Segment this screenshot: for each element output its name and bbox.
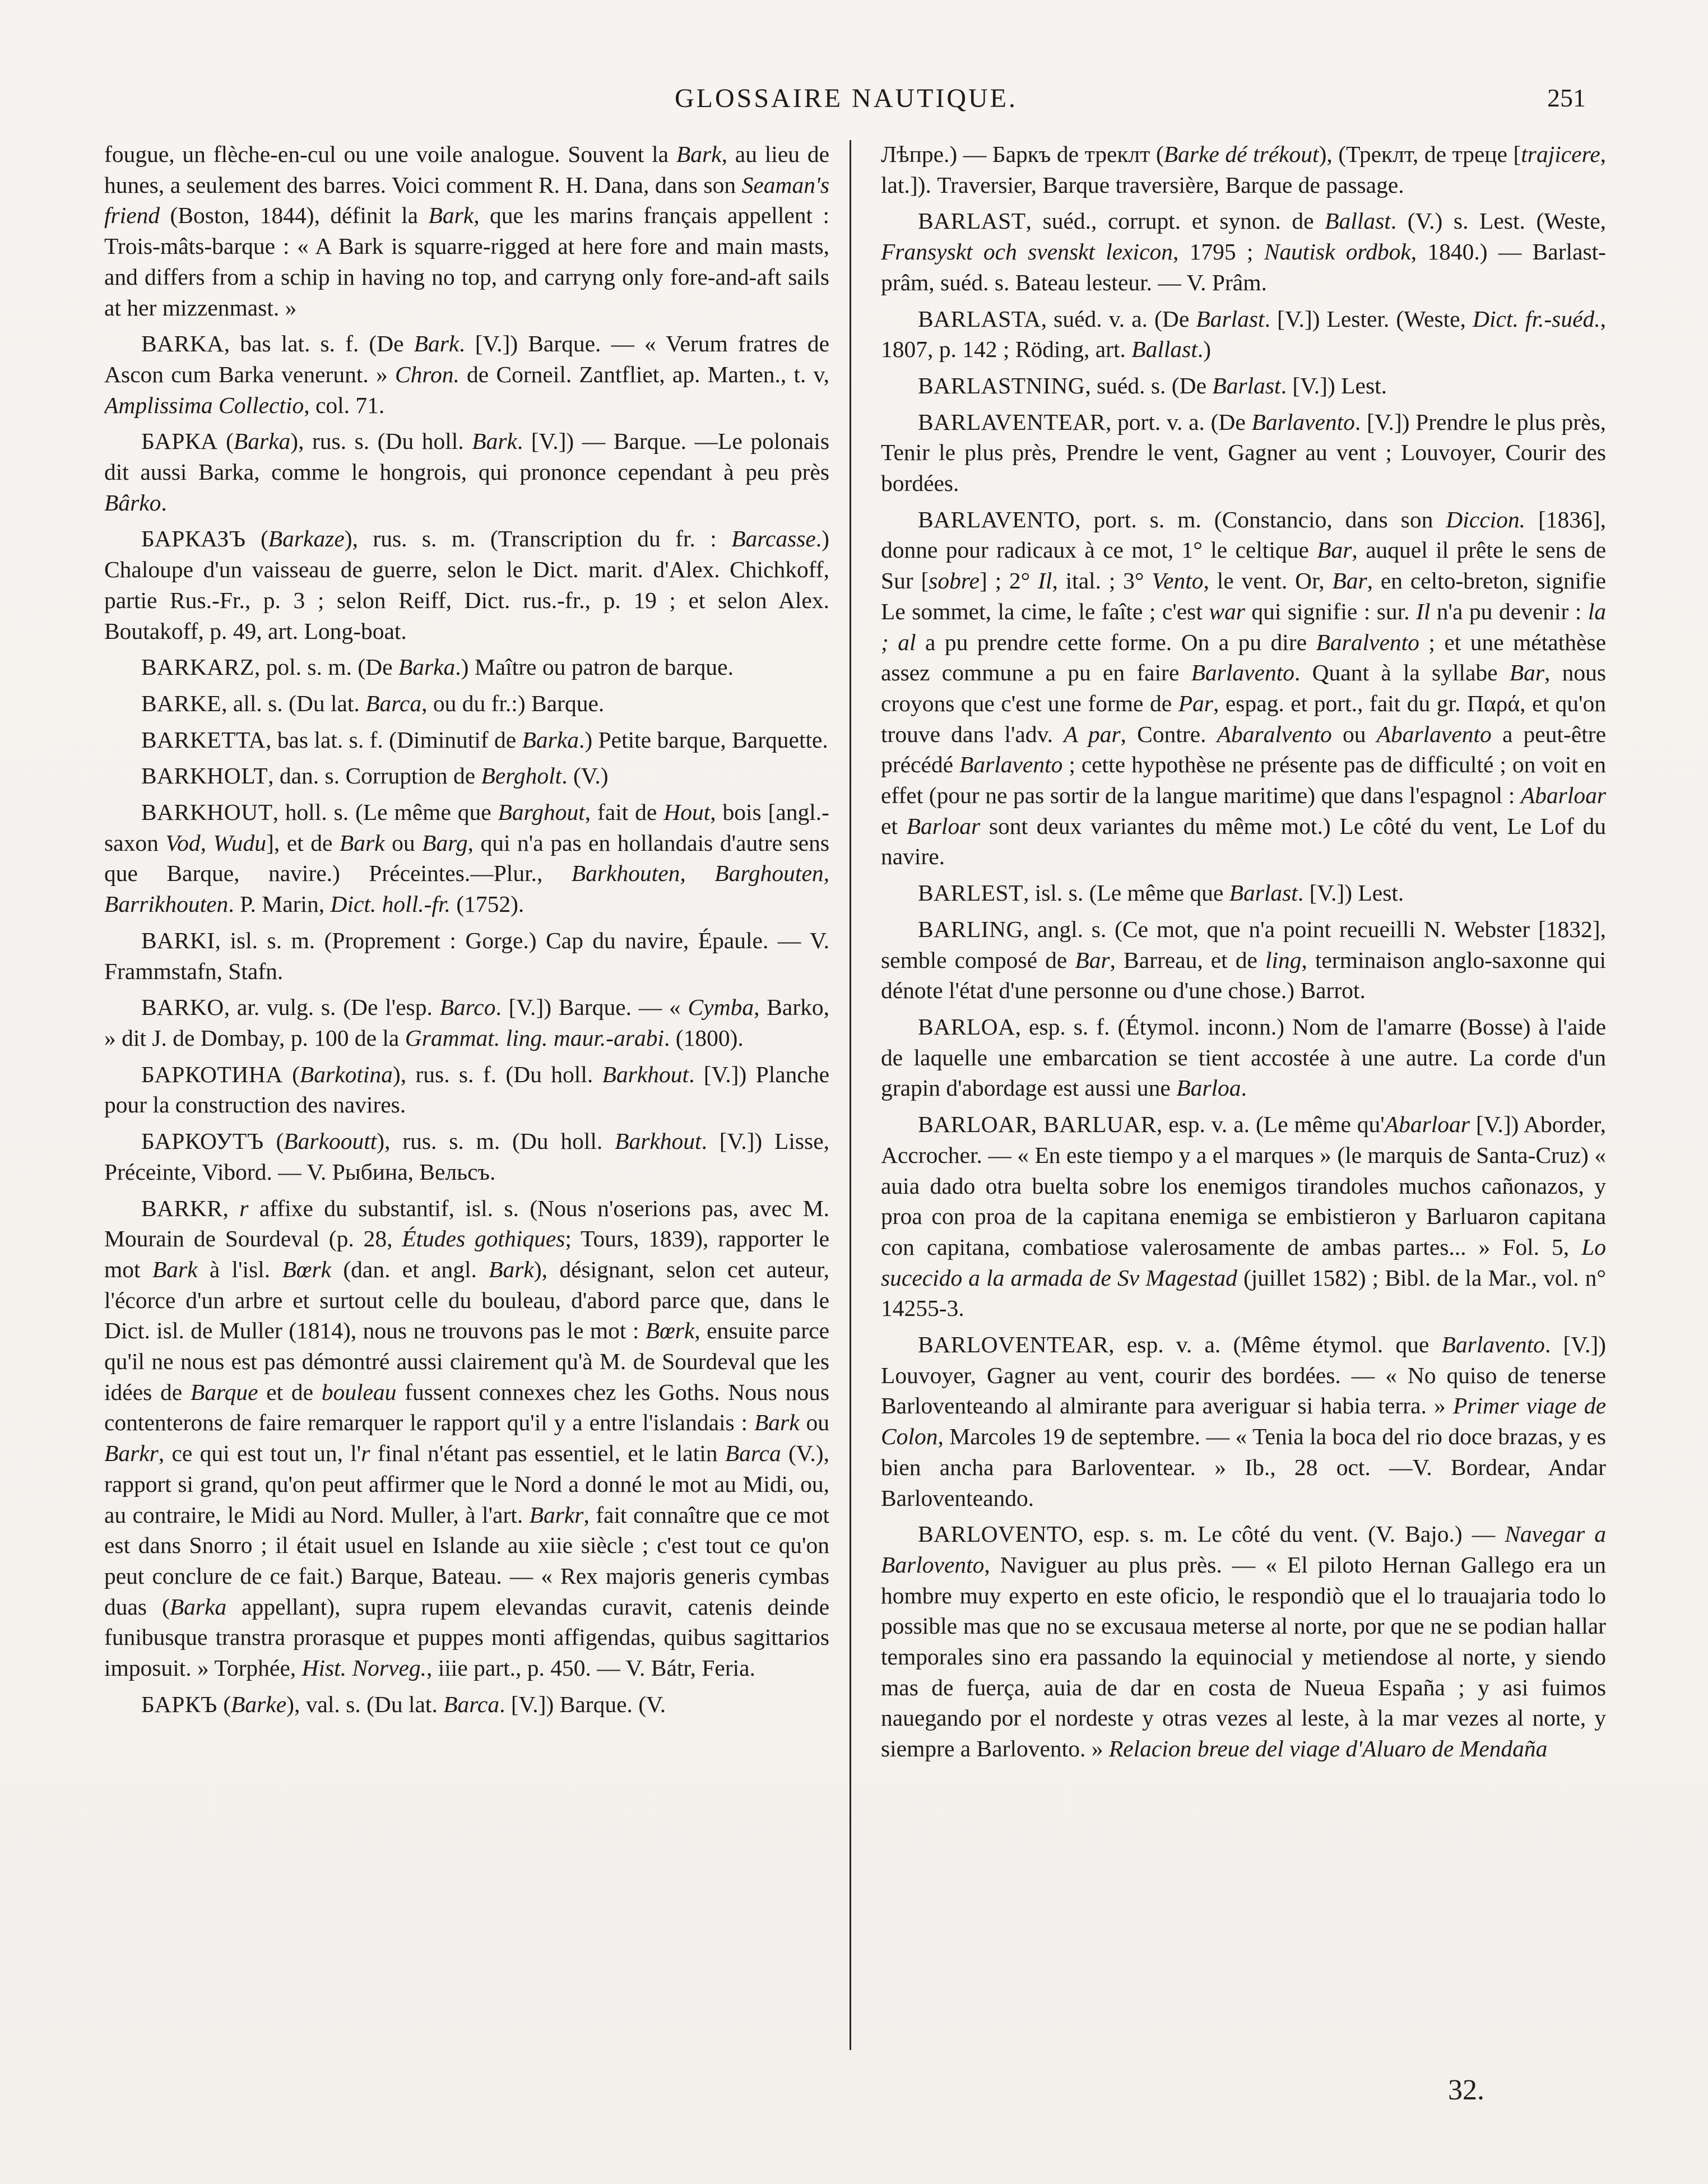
italic-term: Barlavento xyxy=(959,752,1063,778)
dictionary-entry xyxy=(881,878,1606,908)
entry-headword: БАРКА xyxy=(141,428,218,455)
italic-term: Barca xyxy=(725,1440,781,1467)
italic-term: Relacion breue del viage d'Aluaro de Mendaña xyxy=(1108,1736,1548,1762)
entry-text: , port. s. m. (Constancio, dans son xyxy=(1075,506,1446,532)
italic-term: Barke xyxy=(231,1691,287,1717)
entry-text: . [V.]) Lest. xyxy=(1297,880,1404,906)
italic-term: Barca xyxy=(443,1691,500,1717)
italic-term: Barka xyxy=(522,726,579,753)
italic-term: Barka xyxy=(233,428,291,455)
entry-text: ( xyxy=(282,1061,300,1087)
italic-term: Il xyxy=(1416,598,1431,624)
italic-term: sobre xyxy=(929,568,980,594)
entry-text: . [V.]) Lisse, Préceinte, Vibord. — V. Рыбина, Вельсъ. xyxy=(104,1128,829,1185)
dictionary-entry xyxy=(881,914,1606,1006)
entry-text: ou xyxy=(1331,721,1377,747)
entry-text: ; Tours, 1839), rapporter le mot xyxy=(104,1226,829,1282)
entry-text: , isl. s. m. (Proprement : Gorge.) Cap du navire, Épaule. — V. Frammstafn, Stafn. xyxy=(104,927,829,984)
italic-term: Barka xyxy=(169,1593,227,1620)
dictionary-entry xyxy=(104,328,829,420)
entry-text: ), val. s. (Du lat. xyxy=(286,1691,444,1717)
italic-term: Barg xyxy=(422,829,468,856)
italic-term: Barghout xyxy=(498,799,585,826)
entry-text: ), rus. s. m. (Transcription du fr. : xyxy=(344,526,732,552)
italic-term: Vod, Wudu xyxy=(165,829,267,856)
italic-term: Bârko xyxy=(104,489,161,516)
entry-text: ), rus. s. f. (Du holl. xyxy=(392,1061,602,1087)
entry-text: , terminaison anglo-saxonne qui dénote l'état d'une personne ou d'une chose.) Barrot. xyxy=(881,947,1606,1004)
entry-text: , bas lat. s. f. (Diminutif de xyxy=(266,726,522,753)
italic-term: r xyxy=(361,1440,370,1467)
entry-headword: BARKARZ xyxy=(141,654,254,680)
entry-headword: BARLOVENTEAR xyxy=(918,1332,1109,1358)
entry-text: , auquel il prête le sens de Sur [ xyxy=(881,537,1606,594)
entry-text: ] ; 2° xyxy=(979,568,1038,594)
italic-term: war xyxy=(1209,598,1245,624)
entry-text: . (1800). xyxy=(664,1024,744,1051)
entry-text: . xyxy=(1241,1075,1247,1101)
dictionary-entry xyxy=(104,1126,829,1187)
italic-term: Barque xyxy=(190,1379,258,1405)
entry-text: . (V.) s. Lest. (Weste, xyxy=(1390,208,1606,234)
entry-text: , qui n'a pas en hollandais d'autre sens que Barque, navire.) Préceintes.—Plur., xyxy=(104,829,829,887)
italic-term: Barlavento xyxy=(1191,660,1294,686)
italic-term: Hist. Norveg. xyxy=(301,1655,426,1681)
right-column xyxy=(881,139,1606,2044)
entry-text: , isl. s. (Le même que xyxy=(1023,880,1229,906)
entry-text: [1836], donne pour radicaux à ce mot, 1° le celtique xyxy=(881,506,1606,563)
entry-text: et xyxy=(881,813,907,839)
entry-text: , port. v. a. (De xyxy=(1105,409,1252,435)
entry-text: Лѣпре.) — Баркъ de треклт ( xyxy=(881,141,1164,167)
italic-term: Chron. xyxy=(394,361,460,387)
italic-term: Bar xyxy=(1332,568,1367,594)
entry-text: sont deux variantes du même mot.) Le côté du vent, Le Lof du navire. xyxy=(881,813,1606,870)
entry-text: . [V.]) Barque. — « Verum fratres de Ascon cum Barka venerunt. » xyxy=(104,331,829,387)
entry-headword: BARKHOLT xyxy=(141,763,268,789)
italic-term: Barloar xyxy=(906,813,981,839)
left-column xyxy=(104,139,829,2044)
italic-term: trajicere xyxy=(1521,141,1600,167)
dictionary-entry xyxy=(104,761,829,791)
entry-headword: BARKETTA xyxy=(141,726,266,753)
running-head xyxy=(106,78,1586,123)
italic-term: A par xyxy=(1064,721,1121,747)
entry-text: , ensuite parce qu'il ne nous est pas démontré aussi clairement qu'à M. de Sourdeval que les idées de xyxy=(104,1318,829,1405)
entry-text: final n'étant pas essentiel, et le latin xyxy=(370,1440,725,1467)
dictionary-entry xyxy=(104,1193,829,1684)
italic-term: Ballast xyxy=(1131,336,1198,363)
entry-text: , 1807, p. 142 ; Röding, art. xyxy=(881,305,1606,363)
entry-headword: BARKA xyxy=(141,331,224,357)
dictionary-entry xyxy=(881,1329,1606,1513)
entry-text: , dan. s. Corruption de xyxy=(268,763,481,789)
italic-term: Dict. fr.-suéd. xyxy=(1473,305,1600,332)
italic-term: Barca xyxy=(365,690,422,716)
entry-text: , esp. v. a. (Le même qu' xyxy=(1156,1111,1385,1138)
italic-term: Barkooutt xyxy=(284,1128,377,1154)
italic-term: Par xyxy=(1178,690,1213,716)
entry-headword: BARKO xyxy=(141,994,224,1021)
italic-term: Bar xyxy=(1317,537,1352,563)
italic-term: ling xyxy=(1265,947,1302,973)
entry-text: ou xyxy=(384,829,423,856)
entry-text: , bas lat. s. f. (De xyxy=(224,331,414,357)
italic-term: Barlast xyxy=(1229,880,1298,906)
italic-term: Barkr xyxy=(104,1440,159,1467)
entry-text: (juillet 1582) ; Bibl. de la Mar., vol. n° 14255-3. xyxy=(881,1264,1606,1321)
entry-text: . [V.]) — Barque. —Le polonais dit aussi Barka, comme le hongrois, qui prononce cependant à peu près xyxy=(104,428,829,485)
entry-text: . Quant à la syllabe xyxy=(1294,660,1510,686)
dictionary-entry xyxy=(104,1059,829,1120)
entry-headword: BARLASTNING xyxy=(918,372,1085,398)
entry-text: , le vent. Or, xyxy=(1203,568,1333,594)
entry-text: , ital. ; 3° xyxy=(1052,568,1152,594)
entry-text: . [V.]) Lester. (Weste, xyxy=(1264,305,1473,332)
entry-text: , ce qui est tout un, l' xyxy=(158,1440,361,1467)
italic-term: Bark xyxy=(472,428,517,455)
entry-text: ; et une métathèse assez commune a pu en faire xyxy=(881,629,1606,686)
entry-text: [V.]) Aborder, Accrocher. — « En este tiempo y a el marques » (le marquis de Santa-Cruz) « auia dado otra buelta sobre los enemigos tirandoles muchos cañonazos, y proa con proa de la capitana enemiga se embistieron y Barluaron capitana con capitana, combatiose valerosamente de ambas partes... » Fol. 5, xyxy=(881,1111,1606,1260)
italic-term: Barloa xyxy=(1176,1075,1241,1101)
dictionary-entry xyxy=(881,139,1606,200)
entry-text: , holl. s. (Le même que xyxy=(272,799,498,826)
entry-text: , xyxy=(222,1195,240,1221)
entry-text: ; cette hypothèse ne présente pas de difficulté ; on voit en effet (pour ne pas sortir de la langue maritime) que dans l'espagnol : xyxy=(881,752,1606,809)
entry-text: (1752). xyxy=(450,891,525,917)
entry-text: , suéd. v. a. (De xyxy=(1041,305,1196,332)
entry-text: ], et de xyxy=(266,829,340,856)
entry-text: qui signifie : sur. xyxy=(1245,598,1416,624)
entry-text: à l'isl. xyxy=(197,1256,282,1282)
entry-text: , fait de xyxy=(584,799,664,826)
entry-text: .) Maître ou patron de barque. xyxy=(455,654,734,680)
entry-headword: БАРКАЗЪ xyxy=(141,526,246,552)
page-title: GLOSSAIRE NAUTIQUE. xyxy=(675,84,1018,113)
italic-term: Seaman's friend xyxy=(104,171,829,229)
entry-text: , suéd., corrupt. et synon. de xyxy=(1025,208,1325,234)
italic-term: Abarloar xyxy=(1384,1111,1470,1138)
entry-text: ( xyxy=(217,428,234,455)
dictionary-entry xyxy=(881,504,1606,872)
entry-text: a pu prendre cette forme. On a pu dire xyxy=(916,629,1316,655)
dictionary-entry xyxy=(881,1109,1606,1324)
dictionary-entry xyxy=(881,1012,1606,1103)
entry-text: , all. s. (Du lat. xyxy=(221,690,366,716)
italic-term: Barkotina xyxy=(299,1061,393,1087)
italic-term: Bar xyxy=(1075,947,1110,973)
italic-term: Bark xyxy=(152,1256,198,1282)
entry-text: , esp. s. m. Le côté du vent. (V. Bajo.) — xyxy=(1078,1521,1505,1547)
italic-term: Barcasse xyxy=(731,526,816,552)
italic-term: Navegar a Barlovento xyxy=(881,1521,1606,1578)
entry-text: , angl. s. (Ce mot, que n'a point recueilli N. Webster [1832], semble composé de xyxy=(881,916,1606,973)
dictionary-entry xyxy=(104,523,829,646)
italic-term: Grammat. ling. maur.-arabi xyxy=(405,1024,665,1051)
entry-text: affixe du substantif, isl. s. (Nous n'oserions pas, avec M. Mourain de Sourdeval (p. 28, xyxy=(104,1195,829,1252)
entry-headword: BARLAVENTEAR xyxy=(918,409,1106,435)
entry-text: . (V.) xyxy=(561,763,609,789)
entry-text: .) xyxy=(1197,336,1212,363)
italic-term: Il xyxy=(1038,568,1052,594)
italic-term: Études gothiques xyxy=(402,1226,565,1252)
entry-text: fougue, un flèche-en-cul ou une voile analogue. Souvent la xyxy=(104,141,676,167)
italic-term: Barlavento xyxy=(1251,409,1355,435)
entry-text: , ou du fr.:) Barque. xyxy=(421,690,605,716)
italic-term: r xyxy=(239,1195,249,1221)
italic-term: Dict. holl.-fr. xyxy=(330,891,451,917)
entry-text: et de xyxy=(258,1379,322,1405)
entry-headword: БАРКОТИНА xyxy=(141,1061,283,1087)
entry-text: ( xyxy=(245,526,268,552)
entry-text: , lat.]). Traversier, Barque traversière, Barque de passage. xyxy=(881,141,1606,198)
italic-term: Hout xyxy=(663,799,711,826)
entry-headword: BARKR xyxy=(141,1195,223,1221)
entry-text: (Boston, 1844), définit la xyxy=(160,202,429,229)
entry-headword: BARLASTA xyxy=(918,305,1041,332)
entry-text: , pol. s. m. (De xyxy=(254,654,398,680)
signature-mark: 32. xyxy=(1448,2074,1484,2106)
entry-text: ), désignant, selon cet auteur, l'écorce d'un arbre et surtout celle du bouleau, d'abord parce que, dans le Dict. isl. de Muller (1814), nous ne trouvons pas le mot : xyxy=(104,1256,829,1344)
italic-term: Abarloar xyxy=(1520,782,1606,809)
entry-headword: BARLAVENTO xyxy=(918,506,1075,532)
dictionary-entry xyxy=(104,992,829,1053)
italic-term: Abarlavento xyxy=(1376,721,1492,747)
italic-term: Baralvento xyxy=(1316,629,1419,655)
entry-text: , que les marins français appellent : Trois-mâts-barque : « A Bark is squarre-rigged at here fore and main masts, and differs from a schip in having no top, and carryng only fore-and-aft sails at her mizzenmast. » xyxy=(104,202,829,321)
entry-text: , Contre. xyxy=(1120,721,1217,747)
entry-text: , Marcoles 19 de septembre. — « Tenia la boca del rio doce brazas, y es bien ancha para Barloventear. » Ib., 28 oct. —V. Bordear, Andar Barloventeando. xyxy=(881,1423,1606,1511)
italic-term: Barco xyxy=(439,994,496,1021)
dictionary-entry xyxy=(104,1689,829,1720)
entry-text: . xyxy=(161,489,167,516)
entry-text: . [V.]) Lest. xyxy=(1280,372,1387,398)
italic-term: Barlavento xyxy=(1441,1332,1545,1358)
italic-term: Barkhout xyxy=(602,1061,689,1087)
entry-text: de Corneil. Zantfliet, ap. Marten., t. v, xyxy=(459,361,829,387)
page-number: 251 xyxy=(1547,84,1586,112)
entry-text: . [V.]) Louvoyer, Gagner au vent, courir des bordées. — « No quiso de tenerse Barloventeando al almirante para averiguar si habia terra. » xyxy=(881,1332,1606,1419)
entry-text: . [V.]) Prendre le plus près, Tenir le plus près, Prendre le vent, Gagner au vent ; Louvoyer, Courir des bordées. xyxy=(881,409,1606,497)
dictionary-entry xyxy=(881,304,1606,365)
dictionary-entry xyxy=(881,407,1606,499)
entry-headword: BARLEST xyxy=(918,880,1023,906)
entry-headword: BARLOA xyxy=(918,1013,1015,1040)
entry-text: , Barreau, et de xyxy=(1110,947,1265,973)
italic-term: Bœrk xyxy=(282,1256,332,1282)
italic-term: Bark xyxy=(489,1256,534,1282)
italic-term: la ; al xyxy=(881,598,1606,655)
italic-term: Bark xyxy=(428,202,474,229)
italic-term: Ballast xyxy=(1325,208,1391,234)
entry-text: ), (Треклт, de треце [ xyxy=(1319,141,1521,167)
entry-text: , 1795 ; xyxy=(1173,239,1264,265)
italic-term: Barlast xyxy=(1212,372,1281,398)
italic-term: Diccion. xyxy=(1446,506,1526,532)
entry-text: ou xyxy=(799,1409,829,1436)
italic-term: Cymba xyxy=(688,994,754,1021)
dictionary-entry xyxy=(104,925,829,986)
dictionary-entry xyxy=(104,652,829,683)
italic-term: Vento xyxy=(1152,568,1204,594)
italic-term: Primer viage de Colon xyxy=(881,1393,1606,1450)
entry-text: . [V.]) Planche pour la construction des navires. xyxy=(104,1061,829,1118)
entry-headword: BARLOAR, BARLUAR xyxy=(918,1111,1157,1138)
entry-headword: BARLING xyxy=(918,916,1023,942)
column-divider xyxy=(850,140,851,2050)
italic-term: Barka xyxy=(398,654,456,680)
dictionary-entry xyxy=(104,426,829,518)
entry-text: , Barko, » dit J. de Dombay, p. 100 de la xyxy=(104,994,829,1051)
entry-headword: BARLOVENTO xyxy=(918,1521,1078,1547)
entry-text: , en celto-breton, signifie Le sommet, la cime, le faîte ; c'est xyxy=(881,568,1606,624)
entry-text: , bois [angl.-saxon xyxy=(104,799,829,856)
entry-text: , au lieu de hunes, a seulement des barres. Voici comment R. H. Dana, dans son xyxy=(104,141,829,198)
italic-term: Barkaze xyxy=(268,526,345,552)
italic-term: Nautisk ordbok xyxy=(1264,239,1411,265)
entry-text: fussent connexes chez les Goths. Nous nous contenterons de faire remarquer le rapport qu'il y a entre l'islandais : xyxy=(104,1379,829,1436)
entry-text: , fait connaître que ce mot est dans Snorro ; il était usuel en Islande au xiie siècle ; c'est tout ce qu'on peut conclure de ce fait.) Barque, Bateau. — « Rex majoris generis cymbas duas ( xyxy=(104,1501,829,1620)
italic-term: bouleau xyxy=(321,1379,397,1405)
italic-term: Lo sucecido a la armada de Sv Magestad xyxy=(881,1234,1606,1291)
entry-text: a peut-être précédé xyxy=(881,721,1606,778)
entry-text: , suéd. s. (De xyxy=(1085,372,1213,398)
entry-text: appellant), supra rupem elevandas curavit, catenis deinde funibusque transtra prorasque et puppes monti affigendas, quibus sagittarios imposuit. » Torphée, xyxy=(104,1593,829,1681)
entry-text: . [V.]) Barque. — « xyxy=(495,994,688,1021)
italic-term: Fransyskt och svenskt lexicon xyxy=(881,239,1173,265)
italic-term: Barkhouten, Barghouten, Barrikhouten xyxy=(104,860,829,917)
dictionary-entry xyxy=(881,370,1606,401)
italic-term: Barlast xyxy=(1196,305,1265,332)
entry-text: .) Petite barque, Barquette. xyxy=(579,726,828,753)
dictionary-entry xyxy=(104,725,829,755)
entry-text: . P. Marin, xyxy=(228,891,331,917)
entry-headword: БАРКЪ xyxy=(141,1691,217,1717)
entry-headword: BARLAST xyxy=(918,208,1026,234)
italic-term: Bark xyxy=(676,141,722,167)
dictionary-entry xyxy=(881,1519,1606,1764)
entry-headword: БАРКОУТЪ xyxy=(141,1128,264,1154)
italic-term: Bœrk xyxy=(645,1318,695,1344)
entry-text: , Naviguer au plus près. — « El piloto Hernan Gallego era un hombre muy experto en este oficio, le respondiò que el lo trauajaria todo lo possible mas que no se excusaua meterse al norte, por que ne se podian hallar temporales sino era passando la equinocial y metiendose al norte, y siendo mas de fuerça, auia de dar en costa de Nueua España ; y asi fuimos nauegando por el nordeste y otras vezes al leste, à la mar vezes al norte, y siempre a Barlovento. » xyxy=(881,1551,1606,1762)
entry-text: , esp. s. f. (Étymol. inconn.) Nom de l'amarre (Bosse) à l'aide de laquelle une embarcation se tient accostée à une autre. La corde d'un grapin d'abordage est aussi une xyxy=(881,1013,1606,1101)
entry-headword: BARKE xyxy=(141,690,222,716)
entry-text: ), rus. s. m. (Du holl. xyxy=(377,1128,615,1154)
entry-text: ( xyxy=(263,1128,284,1154)
entry-text: ( xyxy=(217,1691,231,1717)
italic-term: Barkhout xyxy=(615,1128,702,1154)
entry-text: .) Chaloupe d'un vaisseau de guerre, selon le Dict. marit. d'Alex. Chichkoff, partie Rus.-Fr., p. 3 ; selon Reiff, Dict. rus.-fr., p. 19 ; et selon Alex. Boutakoff, p. 49, art. Long-boat. xyxy=(104,526,829,644)
italic-term: Amplissima Collectio xyxy=(104,392,304,418)
entry-text: . [V.]) Barque. (V. xyxy=(499,1691,666,1717)
italic-term: Barke dé trékout xyxy=(1163,141,1319,167)
entry-headword: BARKI xyxy=(141,927,215,953)
italic-term: Bergholt xyxy=(481,763,562,789)
entry-text: , ar. vulg. s. (De l'esp. xyxy=(224,994,440,1021)
entry-text: , esp. v. a. (Même étymol. que xyxy=(1108,1332,1442,1358)
entry-headword: BARKHOUT xyxy=(141,799,273,826)
italic-term: Bar xyxy=(1509,660,1545,686)
entry-text: , 1840.) — Barlast-prâm, suéd. s. Bateau lesteur. — V. Prâm. xyxy=(881,239,1606,295)
italic-term: Abaralvento xyxy=(1217,721,1332,747)
italic-term: Barkr xyxy=(529,1501,584,1528)
italic-term: Bark xyxy=(754,1409,800,1436)
entry-text: (dan. et angl. xyxy=(331,1256,489,1282)
entry-text: ), rus. s. (Du holl. xyxy=(290,428,472,455)
dictionary-entry xyxy=(881,206,1606,298)
dictionary-entry xyxy=(104,797,829,920)
entry-text: , espag. et port., fait du gr. Παρά, et qu'on trouve dans l'adv. xyxy=(881,690,1606,747)
entry-text: (V.), rapport si grand, qu'on peut affirmer que le Nord a donné le mot au Midi, ou, au contraire, le Midi au Nord. Muller, à l'art. xyxy=(104,1440,829,1528)
dictionary-entry xyxy=(104,139,829,323)
entry-text: n'a pu devenir : xyxy=(1430,598,1588,624)
entry-text: , iiie part., p. 450. — V. Bátr, Feria. xyxy=(426,1655,755,1681)
entry-text: , col. 71. xyxy=(304,392,385,418)
entry-text: , nous croyons que c'est une forme de xyxy=(881,660,1606,716)
dictionary-entry xyxy=(104,688,829,719)
italic-term: Bark xyxy=(414,331,460,357)
italic-term: Bark xyxy=(339,829,385,856)
